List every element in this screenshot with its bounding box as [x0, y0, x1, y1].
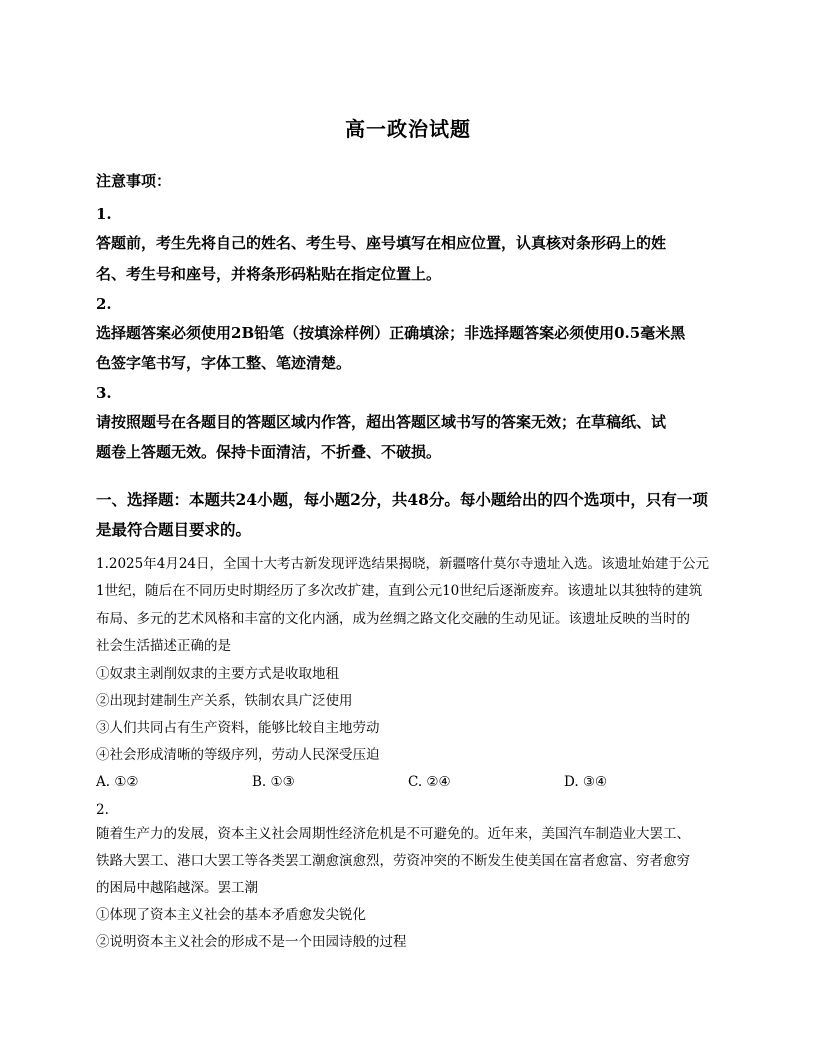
q1-option-b: B. ①③	[252, 774, 295, 790]
q2-line-1: 随着生产力的发展，资本主义社会周期性经济危机是不可避免的。近年来，美国汽车制造业大罢工、	[96, 826, 690, 842]
page-title: 高一政治试题	[345, 117, 471, 141]
q1-line-2: 1世纪，随后在不同历史时期经历了多次改扩建，直到公元10世纪后逐渐废弃。该遗址以其独特的建筑	[96, 583, 703, 599]
q1-statement-4: ④社会形成清晰的等级序列，劳动人民深受压迫	[96, 747, 380, 763]
q1-line-4: 社会生活描述正确的是	[96, 638, 231, 654]
q1-line-1: 1.2025年4月24日，全国十大考古新发现评选结果揭晓，新疆喀什莫尔寺遗址入选。该遗址始建于公元	[96, 556, 710, 572]
notice-item-1-line-2: 名、考生号和座号，并将条形码粘贴在指定位置上。	[96, 265, 442, 283]
q2-statement-1: ①体现了资本主义社会的基本矛盾愈发尖锐化	[96, 907, 366, 923]
q2-line-3: 的困局中越陷越深。罢工潮	[96, 880, 258, 896]
q1-statement-3: ③人们共同占有生产资料，能够比较自主地劳动	[96, 720, 380, 736]
q1-line-3: 布局、多元的艺术风格和丰富的文化内涵，成为丝绸之路文化交融的生动见证。该遗址反映的当时的	[96, 611, 690, 627]
q1-statement-1: ①奴隶主剥削奴隶的主要方式是收取地租	[96, 666, 339, 682]
notice-item-3-line-2: 题卷上答题无效。保持卡面清洁，不折叠、不破损。	[96, 443, 442, 461]
q2-number: 2.	[96, 802, 109, 818]
q1-option-c: C. ②④	[408, 774, 451, 790]
section-1-heading-line-2: 是最符合题目要求的。	[96, 520, 252, 539]
notice-item-3-number: 3.	[96, 384, 112, 402]
notice-item-2-number: 2.	[96, 295, 112, 313]
notice-item-1-line-1: 答题前，考生先将自己的姓名、考生号、座号填写在相应位置，认真核对条形码上的姓	[96, 234, 667, 252]
notice-item-1-number: 1.	[96, 205, 112, 223]
notice-heading: 注意事项：	[96, 172, 172, 190]
section-1-heading-line-1: 一、选择题：本题共24小题，每小题2分，共48分。每小题给出的四个选项中，只有一项	[96, 490, 708, 509]
q1-option-d: D. ③④	[564, 774, 608, 790]
q1-statement-2: ②出现封建制生产关系，铁制农具广泛使用	[96, 693, 353, 709]
q2-line-2: 铁路大罢工、港口大罢工等各类罢工潮愈演愈烈，劳资冲突的不断发生使美国在富者愈富、穷者愈穷	[96, 853, 690, 869]
q2-statement-2: ②说明资本主义社会的形成不是一个田园诗般的过程	[96, 934, 407, 950]
notice-item-2-line-1: 选择题答案必须使用2B铅笔（按填涂样例）正确填涂；非选择题答案必须使用0.5毫米黑	[96, 324, 686, 342]
notice-item-2-line-2: 色签字笔书写，字体工整、笔迹清楚。	[96, 354, 352, 372]
q1-option-a: A. ①②	[96, 774, 139, 790]
notice-item-3-line-1: 请按照题号在各题目的答题区域内作答，超出答题区域书写的答案无效；在草稿纸、试	[96, 413, 667, 431]
